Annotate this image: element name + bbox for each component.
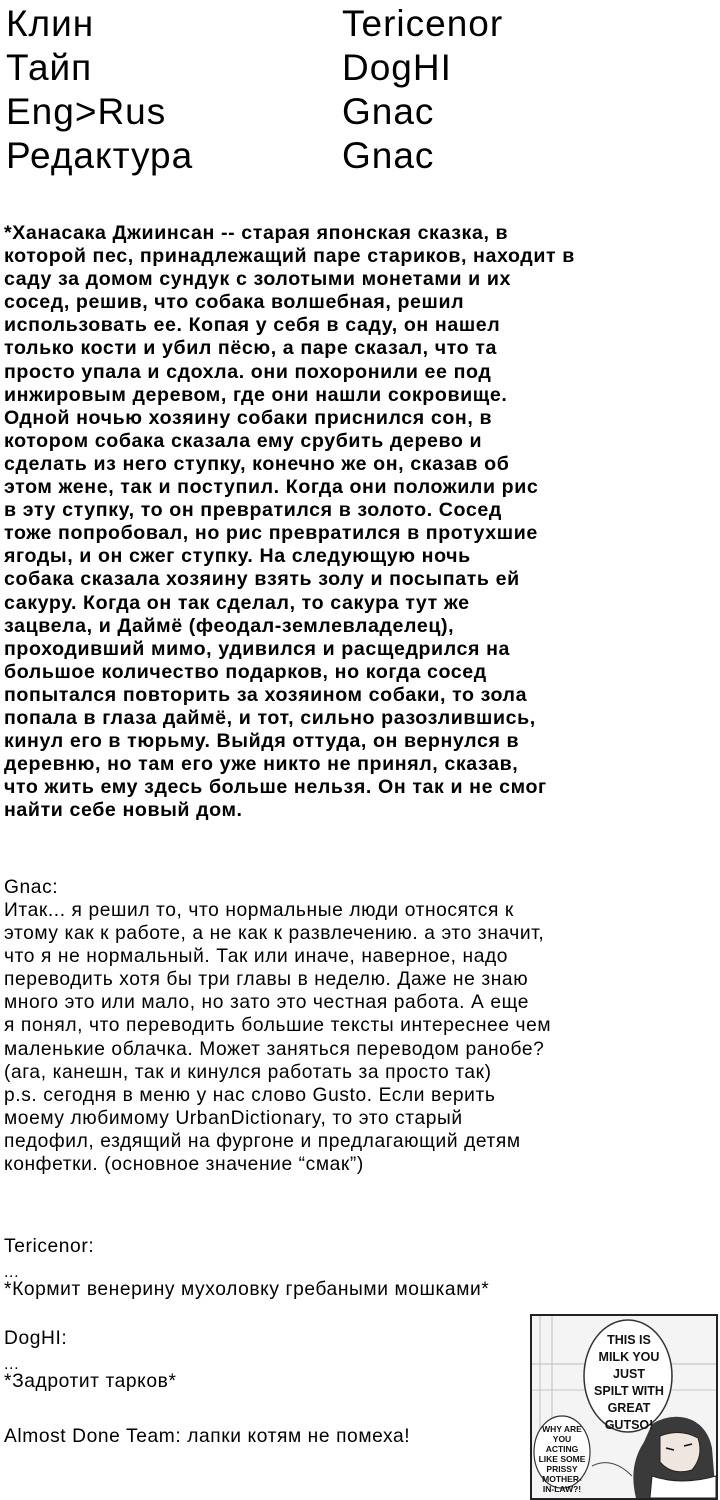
tericenor-label: Tericenor:	[4, 1236, 95, 1257]
story-line: саду за домом сундук с золотыми монетами и их	[4, 268, 511, 291]
gnac-note-label: Gnac:	[4, 877, 59, 898]
gnac-note-line: что я не нормальный. Так или иначе, наверное, надо	[4, 946, 509, 968]
credit-row	[6, 134, 706, 178]
gnac-note-line: этому как к работе, а не как к развлечению. а это значит,	[4, 923, 545, 945]
story-line: собака сказала хозяину взять золу и посыпать ей	[4, 568, 520, 591]
bubble-line: YOU ACTING	[545, 1434, 579, 1454]
story-line: кинул его в тюрьму. Выйдя оттуда, он вернулся в	[4, 730, 520, 753]
gnac-note-line: я понял, что переводить большие тексты интереснее чем	[4, 1015, 552, 1037]
bubble-line: IN-LAW?!	[542, 1484, 582, 1494]
manga-panel	[530, 1314, 718, 1500]
story-line: сосед, решив, что собака волшебная, решил	[4, 291, 465, 314]
story-line: попытался повторить за хозяином собаки, то зола	[4, 683, 528, 706]
story-line: *Ханасака Джиинсан -- старая японская сказка, в	[4, 222, 509, 244]
bubble-line: PRISSY	[546, 1464, 578, 1474]
story-line: котором собака сказала ему срубить дерево и	[4, 429, 483, 452]
footer-team-line: Almost Done Team: лапки котям не помеха!	[4, 1426, 411, 1447]
story-line: что жить ему здесь больше нельзя. Он так и не смог	[4, 776, 547, 799]
bubble-line: MILK YOU	[598, 1350, 660, 1364]
story-line: инжировым деревом, где они нашли сокровище.	[4, 383, 508, 406]
credits-block	[6, 2, 706, 178]
gnac-note-line: моему любимому UrbanDictionary, то это старый	[4, 1107, 463, 1129]
gnac-note-line: конфетки. (основное значение “смак”)	[4, 1154, 364, 1176]
gnac-note-line: маленькие облачка. Может заняться переводом ранобе?	[4, 1038, 545, 1060]
doghi-dots: ...	[4, 1356, 20, 1373]
story-line: этом жене, так и поступил. Когда они положили рис	[4, 476, 539, 499]
story-line: только кости и убил пёсю, а паре сказал, что та	[4, 337, 497, 360]
gnac-note-line: (ага, канешн, так и кинулся работать за просто так)	[4, 1061, 492, 1083]
tericenor-text: *Кормит венерину мухоловку гребаными мошками*	[4, 1279, 490, 1300]
story-line: тоже попробовал, но рис превратился в протухшие	[4, 522, 538, 545]
story-line: зацвела, и Даймё (феодал-землевладелец),	[4, 614, 455, 637]
story-footnote	[4, 222, 700, 822]
story-line: в эту ступку, то он превратился в золото. Сосед	[4, 499, 502, 522]
credit-row	[6, 90, 706, 134]
bubble-line: SPILT WITH	[594, 1384, 664, 1398]
story-line: использовать ее. Копая у себя в саду, он нашел	[4, 314, 501, 337]
bubble-line: JUST	[613, 1367, 645, 1381]
credit-row	[6, 2, 706, 46]
gnac-note-line: много это или мало, но зато это честная работа. А еще	[4, 992, 530, 1014]
story-line: ягоды, и он сжег ступку. На следующую ночь	[4, 545, 471, 568]
bubble-line: GUTSO!	[604, 1418, 654, 1432]
gnac-note-body	[4, 899, 710, 1176]
story-line: которой пес, принадлежащий паре стариков, находит в	[4, 245, 575, 268]
credit-name: Gnac	[342, 135, 435, 176]
credit-name: Tericenor	[342, 3, 504, 44]
credit-row	[6, 46, 706, 90]
speech-bubble-main	[594, 1332, 664, 1434]
story-line: просто упала и сдохла. они похоронили ее под	[4, 360, 492, 383]
story-line: сакуру. Когда он так сделал, то сакура тут же	[4, 591, 470, 614]
credit-role: Редактура	[6, 135, 194, 176]
story-line: проходивший мимо, удивился и расщедрился на	[4, 637, 510, 660]
gnac-note-line: Итак... я решил то, что нормальные люди относятся к	[4, 900, 514, 921]
story-line: сделать из него ступку, конечно же он, сказав об	[4, 452, 510, 475]
story-line: деревню, но там его уже никто не принял, сказав,	[4, 753, 519, 776]
credit-name: Gnac	[342, 91, 435, 132]
story-line: попала в глаза даймё, и тот, сильно разозлившись,	[4, 706, 536, 729]
tericenor-dots: ...	[4, 1264, 20, 1281]
credit-role: Клин	[6, 3, 95, 44]
bubble-line: THIS IS	[607, 1333, 651, 1347]
story-line: Одной ночью хозяину собаки приснился сон, в	[4, 406, 493, 429]
speech-bubble-side	[536, 1424, 588, 1494]
bubble-line: LIKE SOME	[538, 1454, 586, 1464]
gnac-note-line: педофил, ездящий на фургоне и предлагающий детям	[4, 1130, 521, 1152]
doghi-label: DogHI:	[4, 1328, 68, 1349]
bubble-line: WHY ARE	[542, 1424, 582, 1434]
bubble-line: MOTHER-	[542, 1474, 582, 1484]
credit-name: DogHI	[342, 47, 452, 88]
story-line: найти себе новый дом.	[4, 799, 243, 822]
bubble-line: GREAT	[607, 1401, 651, 1415]
credit-role: Eng>Rus	[6, 91, 167, 132]
gnac-note-line: p.s. сегодня в меню у нас слово Gusto. Если верить	[4, 1084, 496, 1106]
doghi-text: *Задротит тарков*	[4, 1371, 177, 1392]
story-line: большое количество подарков, но когда сосед	[4, 660, 487, 683]
credit-role: Тайп	[6, 47, 93, 88]
gnac-note-line: переводить хотя бы три главы в неделю. Даже не знаю	[4, 969, 529, 991]
